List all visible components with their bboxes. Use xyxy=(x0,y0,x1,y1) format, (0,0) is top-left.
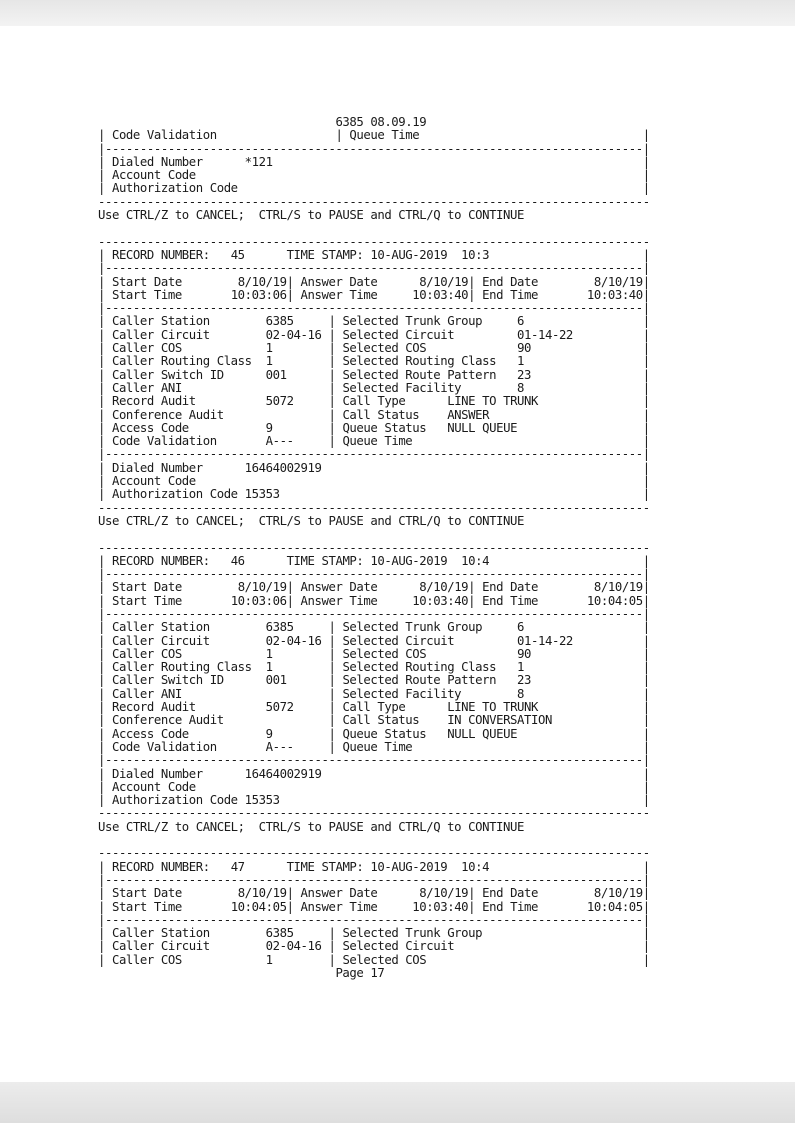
dialed-number: 16464002919 xyxy=(244,460,322,475)
field-value: 10:04:05 xyxy=(586,899,643,914)
field-value: 23 xyxy=(517,673,531,688)
field-label: Selected Trunk Group xyxy=(342,620,483,635)
field-label: Dialed Number xyxy=(111,154,203,169)
field-label: Call Status xyxy=(342,713,420,728)
field-value: IN CONVERSATION xyxy=(447,713,552,728)
time-stamp: 10-AUG-2019 10:4 xyxy=(370,859,490,874)
field-label: Selected COS xyxy=(342,341,427,356)
field-label: Caller Switch ID xyxy=(111,367,224,382)
field-label: Queue Time xyxy=(342,434,413,449)
field-value: 90 xyxy=(517,646,532,661)
field-label: End Time xyxy=(482,899,539,914)
field-value: 9 xyxy=(265,420,273,435)
field-value: 9 xyxy=(265,726,273,741)
field-label: Caller Circuit xyxy=(111,633,210,648)
field-value: 10:03:40 xyxy=(412,899,469,914)
field-label: Queue Time xyxy=(349,128,420,143)
field-label: Answer Time xyxy=(300,287,378,302)
field-value: 1 xyxy=(265,354,273,369)
page-footer: Page 17 xyxy=(335,966,385,980)
field-value: 23 xyxy=(517,367,531,382)
field-label: Start Time xyxy=(111,899,182,914)
field-label: Selected Facility xyxy=(342,686,462,701)
field-value: 1 xyxy=(265,952,273,967)
field-label: Answer Date xyxy=(300,886,378,901)
field-label: Start Date xyxy=(111,580,182,595)
field-label: Call Status xyxy=(342,407,420,422)
continue-prompt: Use CTRL/Z to CANCEL; CTRL/S to PAUSE and CTRL/Q to CONTINUE xyxy=(98,208,524,223)
field-value: 6 xyxy=(517,314,525,329)
field-value: 10:03:40 xyxy=(412,287,469,302)
field-value: 8/10/19 xyxy=(593,274,643,289)
field-label: Selected Routing Class xyxy=(342,660,497,675)
field-label: Caller Station xyxy=(111,926,210,941)
field-label: End Time xyxy=(482,287,539,302)
field-label: Authorization Code xyxy=(111,181,238,196)
scan-bottom-edge xyxy=(0,1082,795,1123)
field-label: Caller Routing Class xyxy=(111,660,252,675)
record-number-label: RECORD NUMBER: xyxy=(111,247,210,262)
field-value: 10:03:40 xyxy=(586,287,643,302)
time-stamp-label: TIME STAMP: xyxy=(286,859,364,874)
page-header-stamp: 6385 08.09.19 xyxy=(335,115,427,129)
field-label: Caller ANI xyxy=(111,686,182,701)
field-label: Start Date xyxy=(111,886,182,901)
field-label: Selected COS xyxy=(342,952,427,967)
time-stamp-label: TIME STAMP: xyxy=(286,553,364,568)
field-value: 8/10/19 xyxy=(419,274,469,289)
continue-prompt: Use CTRL/Z to CANCEL; CTRL/S to PAUSE and CTRL/Q to CONTINUE xyxy=(98,513,524,528)
continue-prompt: Use CTRL/Z to CANCEL; CTRL/S to PAUSE and CTRL/Q to CONTINUE xyxy=(98,819,524,834)
field-label: Conference Audit xyxy=(111,407,224,422)
field-label: Dialed Number xyxy=(111,460,203,475)
field-label: Queue Status xyxy=(342,420,427,435)
field-value: 6385 xyxy=(265,620,294,635)
dialed-number: 16464002919 xyxy=(244,766,322,781)
field-label: Dialed Number xyxy=(111,766,203,781)
scan-top-edge xyxy=(0,0,795,26)
field-label: Caller COS xyxy=(111,646,182,661)
field-value: 8/10/19 xyxy=(593,886,643,901)
printout-page: 6385 08.09.19 | Code Validation | Queue Time | |-----------------------------------------------------------------------------| | Dialed Number *121 | | Account Code | | Authorization Code | ------------------------------------------------------------------------------- Use CTRL/Z to CANCEL; CTRL/S to PAUSE and CTRL/Q to CONTINUE ------------------------------------------------------------------------------- | RECORD NUMBER: 45 TIME STAMP: 10-AUG-2019 10:3 | |-----------------------------------------------------------------------------| | Start Date 8/10/19| Answer Date 8/10/19| End Date 8/10/19| | Start Time 10:03:06| Answer Time 10:03:40| End Time 10:03:40| |-----------------------------------------------------------------------------| | Caller Station 6385 | Selected Trunk Group 6 | | Caller Circuit 02-04-16 | Selected Circuit 01-14-22 | | Caller COS 1 | Selected COS 90 | | Caller Routing Class 1 | Selected Routing Class 1 | | Caller Switch ID 001 | Selected Route Pattern 23 | | Caller ANI | Selected Facility 8 | | Record Audit 5072 | Call Type LINE TO TRUNK | | Conference Audit | Call Status ANSWER | | Access Code 9 | Queue Status NULL QUEUE | | Code Validation A--- | Queue Time | |-----------------------------------------------------------------------------| | Dialed Number 16464002919 | | Account Code | | Authorization Code 15353 | ------------------------------------------------------------------------------- Use CTRL/Z to CANCEL; CTRL/S to PAUSE and CTRL/Q to CONTINUE ------------------------------------------------------------------------------- | RECORD NUMBER: 46 TIME STAMP: 10-AUG-2019 10:4 | |-----------------------------------------------------------------------------| | Start Date 8/10/19| Answer Date 8/10/19| End Date 8/10/19| | Start Time 10:03:06| Answer Time 10:03:40| End Time 10:04:05| |-----------------------------------------------------------------------------| | Caller Station 6385 | Selected Trunk Group 6 | | Caller Circuit 02-04-16 | Selected Circuit 01-14-22 | | Caller COS 1 | Selected COS 90 | | Caller Routing Class 1 | Selected Routing Class 1 | | Caller Switch ID 001 | Selected Route Pattern 23 | | Caller ANI | Selected Facility 8 | | Record Audit 5072 | Call Type LINE TO TRUNK | | Conference Audit | Call Status IN CONVERSATION | | Access Code 9 | Queue Status NULL QUEUE | | Code Validation A--- | Queue Time | |-----------------------------------------------------------------------------| | Dialed Number 16464002919 | | Account Code | | Authorization Code 15353 | ------------------------------------------------------------------------------- Use CTRL/Z to CANCEL; CTRL/S to PAUSE and CTRL/Q to CONTINUE ------------------------------------------------------------------------------- | RECORD NUMBER: 47 TIME STAMP: 10-AUG-2019 10:4 | |-----------------------------------------------------------------------------| | Start Date 8/10/19| Answer Date 8/10/19| End Date 8/10/19| | Start Time 10:04:05| Answer Time 10:03:40| End Time 10:04:05| |-----------------------------------------------------------------------------| | Caller Station 6385 | Selected Trunk Group | | Caller Circuit 02-04-16 | Selected Circuit | | Caller COS 1 | Selected COS | Page 17 xyxy=(98,115,650,980)
field-label: Queue Status xyxy=(342,726,427,741)
field-label: Selected Facility xyxy=(342,380,462,395)
field-label: Selected Trunk Group xyxy=(342,314,483,329)
field-label: Start Time xyxy=(111,287,182,302)
field-label: Selected Routing Class xyxy=(342,354,497,369)
field-label: Conference Audit xyxy=(111,713,224,728)
field-label: Record Audit xyxy=(111,700,196,715)
field-value: 8 xyxy=(517,380,525,395)
field-label: Selected Route Pattern xyxy=(342,673,497,688)
field-value: NULL QUEUE xyxy=(447,420,518,435)
time-stamp-label: TIME STAMP: xyxy=(286,247,364,262)
field-value: 02-04-16 xyxy=(265,939,322,954)
record-number: 47 xyxy=(230,859,245,874)
field-value: 8/10/19 xyxy=(593,580,643,595)
field-value: 1 xyxy=(517,660,525,675)
field-value: 1 xyxy=(265,646,273,661)
field-value: 1 xyxy=(265,660,273,675)
field-value: 8/10/19 xyxy=(419,886,469,901)
field-value: 01-14-22 xyxy=(517,327,573,342)
field-label: Selected Route Pattern xyxy=(342,367,497,382)
field-value: 02-04-16 xyxy=(265,327,322,342)
record-number-label: RECORD NUMBER: xyxy=(111,859,210,874)
field-value: 001 xyxy=(265,673,287,688)
authorization-code: 15353 xyxy=(244,793,280,808)
field-label: Selected COS xyxy=(342,646,427,661)
field-label: Authorization Code xyxy=(111,793,238,808)
field-label: End Time xyxy=(482,593,539,608)
record-number-label: RECORD NUMBER: xyxy=(111,553,210,568)
field-label: Caller COS xyxy=(111,341,182,356)
field-label: Code Validation xyxy=(111,434,217,449)
field-value: 8/10/19 xyxy=(237,580,287,595)
field-label: Start Date xyxy=(111,274,182,289)
field-label: Account Code xyxy=(111,474,196,489)
field-label: Caller Station xyxy=(111,314,210,329)
field-value: 10:03:06 xyxy=(230,287,287,302)
field-value: 8/10/19 xyxy=(237,886,287,901)
field-value: 02-04-16 xyxy=(265,633,322,648)
field-label: End Date xyxy=(482,580,539,595)
field-label: Caller Circuit xyxy=(111,327,210,342)
field-value: ANSWER xyxy=(447,407,490,422)
field-value: 8/10/19 xyxy=(237,274,287,289)
field-label: End Date xyxy=(482,274,539,289)
field-label: Answer Time xyxy=(300,899,378,914)
field-label: Caller COS xyxy=(111,952,182,967)
field-value: 1 xyxy=(265,341,273,356)
field-value: 1 xyxy=(517,354,525,369)
record-number: 46 xyxy=(230,553,245,568)
field-value: 90 xyxy=(517,341,532,356)
field-value: *121 xyxy=(244,154,273,169)
field-label: Answer Time xyxy=(300,593,378,608)
field-label: Caller Station xyxy=(111,620,210,635)
field-label: Caller Circuit xyxy=(111,939,210,954)
field-label: End Date xyxy=(482,886,539,901)
field-label: Code Validation xyxy=(111,739,217,754)
field-label: Account Code xyxy=(111,168,196,183)
field-label: Caller Switch ID xyxy=(111,673,224,688)
field-value: 10:04:05 xyxy=(230,899,287,914)
field-value: LINE TO TRUNK xyxy=(447,394,539,409)
field-label: Code Validation xyxy=(111,128,217,143)
field-value: 5072 xyxy=(265,394,294,409)
time-stamp: 10-AUG-2019 10:3 xyxy=(370,247,490,262)
field-label: Selected Trunk Group xyxy=(342,926,483,941)
field-value: 01-14-22 xyxy=(517,633,573,648)
field-value: 6385 xyxy=(265,926,294,941)
field-value: 5072 xyxy=(265,700,294,715)
field-value: 10:04:05 xyxy=(586,593,643,608)
field-label: Answer Date xyxy=(300,580,378,595)
field-label: Record Audit xyxy=(111,394,196,409)
field-value: LINE TO TRUNK xyxy=(447,700,539,715)
field-label: Start Time xyxy=(111,593,182,608)
authorization-code: 15353 xyxy=(244,487,280,502)
field-label: Access Code xyxy=(111,420,189,435)
field-value: 6 xyxy=(517,620,525,635)
field-value: 6385 xyxy=(265,314,294,329)
field-value: NULL QUEUE xyxy=(447,726,518,741)
record-number: 45 xyxy=(230,247,245,262)
field-label: Call Type xyxy=(342,700,406,715)
field-value: 8/10/19 xyxy=(419,580,469,595)
field-value: 10:03:40 xyxy=(412,593,469,608)
field-label: Caller ANI xyxy=(111,380,182,395)
time-stamp: 10-AUG-2019 10:4 xyxy=(370,553,490,568)
field-label: Selected Circuit xyxy=(342,633,455,648)
field-value: A--- xyxy=(265,739,294,754)
field-value: 001 xyxy=(265,367,287,382)
field-label: Call Type xyxy=(342,394,406,409)
field-label: Selected Circuit xyxy=(342,939,455,954)
field-label: Answer Date xyxy=(300,274,378,289)
field-label: Account Code xyxy=(111,779,196,794)
field-label: Access Code xyxy=(111,726,189,741)
field-value: 10:03:06 xyxy=(230,593,287,608)
field-value: A--- xyxy=(265,434,294,449)
field-label: Authorization Code xyxy=(111,487,238,502)
field-value: 8 xyxy=(517,686,525,701)
field-label: Selected Circuit xyxy=(342,327,455,342)
field-label: Queue Time xyxy=(342,739,413,754)
field-label: Caller Routing Class xyxy=(111,354,252,369)
